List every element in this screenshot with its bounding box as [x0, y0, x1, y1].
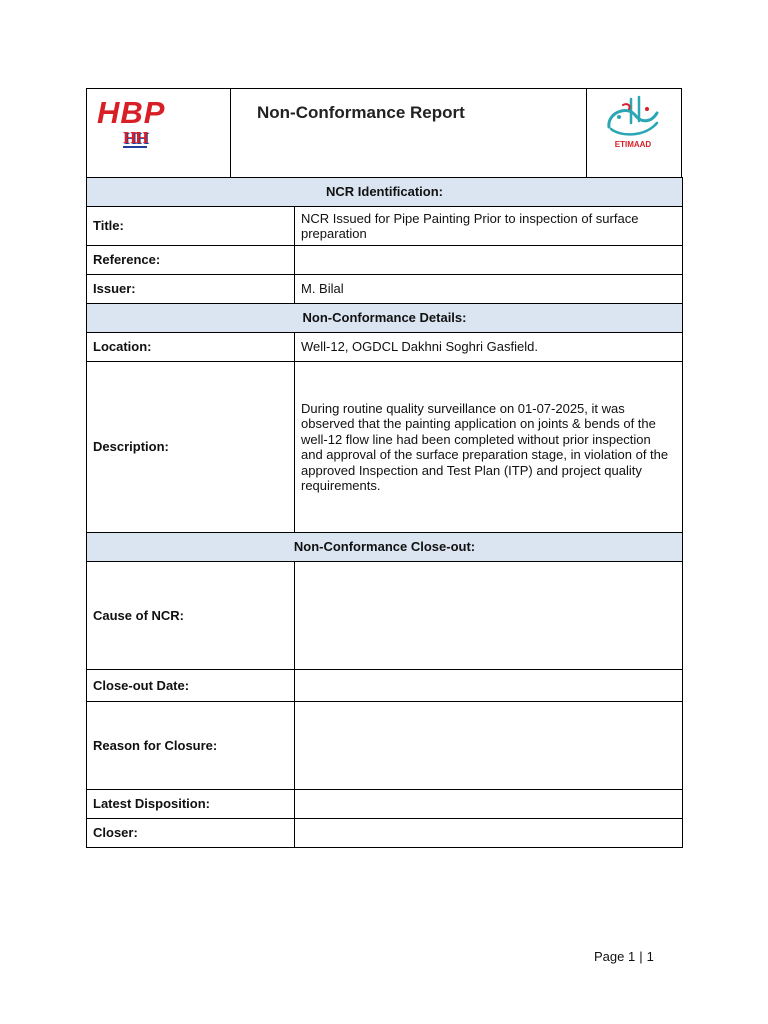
report-title: Non-Conformance Report — [257, 103, 465, 122]
hh-logo-text: HH — [123, 128, 148, 147]
row-closeout-date — [87, 670, 683, 702]
row-closer — [87, 819, 683, 848]
section-heading: Non-Conformance Details: — [87, 304, 683, 333]
row-issuer — [87, 275, 683, 304]
section-heading: Non-Conformance Close-out: — [87, 533, 683, 562]
reason-label: Reason for Closure: — [87, 702, 295, 790]
disposition-label: Latest Disposition: — [87, 790, 295, 819]
disposition-value — [295, 790, 683, 819]
section-ncr-identification — [87, 178, 683, 207]
row-latest-disposition — [87, 790, 683, 819]
row-reason-for-closure — [87, 702, 683, 790]
row-location — [87, 333, 683, 362]
title-label: Title: — [87, 207, 295, 246]
title-value: NCR Issued for Pipe Painting Prior to inspection of surface preparation — [295, 207, 683, 246]
reference-label: Reference: — [87, 246, 295, 275]
closeout-date-value — [295, 670, 683, 702]
reference-value — [295, 246, 683, 275]
section-heading: NCR Identification: — [87, 178, 683, 207]
row-cause — [87, 562, 683, 670]
issuer-value: M. Bilal — [295, 275, 683, 304]
description-value: During routine quality surveillance on 01-07-2025, it was observed that the painting application on joints & bends of the well-12 flow line had been completed without prior inspection and approval of the surface preparation stage, in violation of the approved Inspection and Test Plan (ITP) and project quality requirements. — [295, 362, 683, 533]
closeout-date-label: Close-out Date: — [87, 670, 295, 702]
hbp-logo — [87, 89, 231, 177]
page-separator: | — [639, 949, 643, 964]
ncr-table — [86, 177, 683, 848]
hbp-logo-text: HBP — [97, 95, 166, 130]
etimaad-logo-icon — [601, 93, 665, 153]
closer-label: Closer: — [87, 819, 295, 848]
row-title — [87, 207, 683, 246]
report-header — [86, 88, 682, 178]
page-total: 1 — [646, 949, 654, 964]
closer-value — [295, 819, 683, 848]
cause-value — [295, 562, 683, 670]
location-label: Location: — [87, 333, 295, 362]
reason-value — [295, 702, 683, 790]
row-description — [87, 362, 683, 533]
row-reference — [87, 246, 683, 275]
section-non-conformance-details — [87, 304, 683, 333]
section-non-conformance-closeout — [87, 533, 683, 562]
description-label: Description: — [87, 362, 295, 533]
cause-label: Cause of NCR: — [87, 562, 295, 670]
report-title-cell — [231, 89, 587, 177]
location-value: Well-12, OGDCL Dakhni Soghri Gasfield. — [295, 333, 683, 362]
etimaad-logo — [587, 89, 681, 177]
page-label: Page 1 — [594, 949, 636, 964]
etimaad-logo-text: ETIMAAD — [614, 140, 652, 149]
issuer-label: Issuer: — [87, 275, 295, 304]
page-number — [594, 949, 654, 964]
